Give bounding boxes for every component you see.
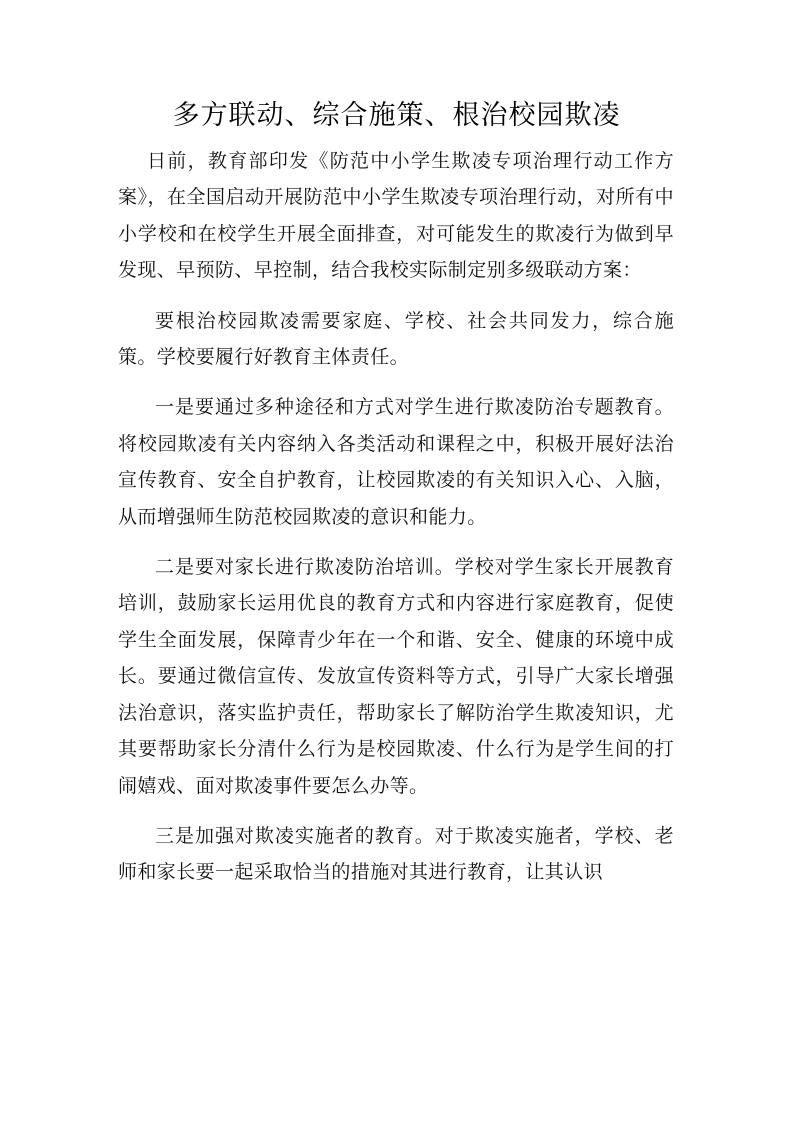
- paragraph-overview: 要根治校园欺凌需要家庭、学校、社会共同发力，综合施策。学校要履行好教育主体责任。: [118, 309, 674, 369]
- paragraph-point-three: 三是加强对欺凌实施者的教育。对于欺凌实施者，学校、老师和家长要一起采取恰当的措施对其进行教育，让其认识: [118, 824, 674, 884]
- document-title: 多方联动、综合施策、根治校园欺凌: [172, 100, 621, 131]
- document-body: [118, 143, 674, 891]
- paragraph-intro: 日前，教育部印发《防范中小学生欺凌专项治理行动工作方案》，在全国启动开展防范中小学生欺凌专项治理行动，对所有中小学校和在校学生开展全面排查，对可能发生的欺凌行为做到早发现、早预防、早控制，结合我校实际制定别多级联动方案：: [118, 150, 674, 282]
- paragraph-point-one: 一是要通过多种途径和方式对学生进行欺凌防治专题教育。将校园欺凌有关内容纳入各类活动和课程之中，积极开展好法治宣传教育、安全自护教育，让校园欺凌的有关知识入心、入脑，从而增强师生防范校园欺凌的意识和能力。: [118, 396, 674, 528]
- paragraph-point-two: 二是要对家长进行欺凌防治培训。学校对学生家长开展教育培训，鼓励家长运用优良的教育方式和内容进行家庭教育，促使学生全面发展，保障青少年在一个和谐、安全、健康的环境中成长。要通过微信宣传、发放宣传资料等方式，引导广大家长增强法治意识，落实监护责任，帮助家长了解防治学生欺凌知识，尤其要帮助家长分清什么行为是校园欺凌、什么行为是学生间的打闹嬉戏、面对欺凌事件要怎么办等。: [118, 556, 674, 797]
